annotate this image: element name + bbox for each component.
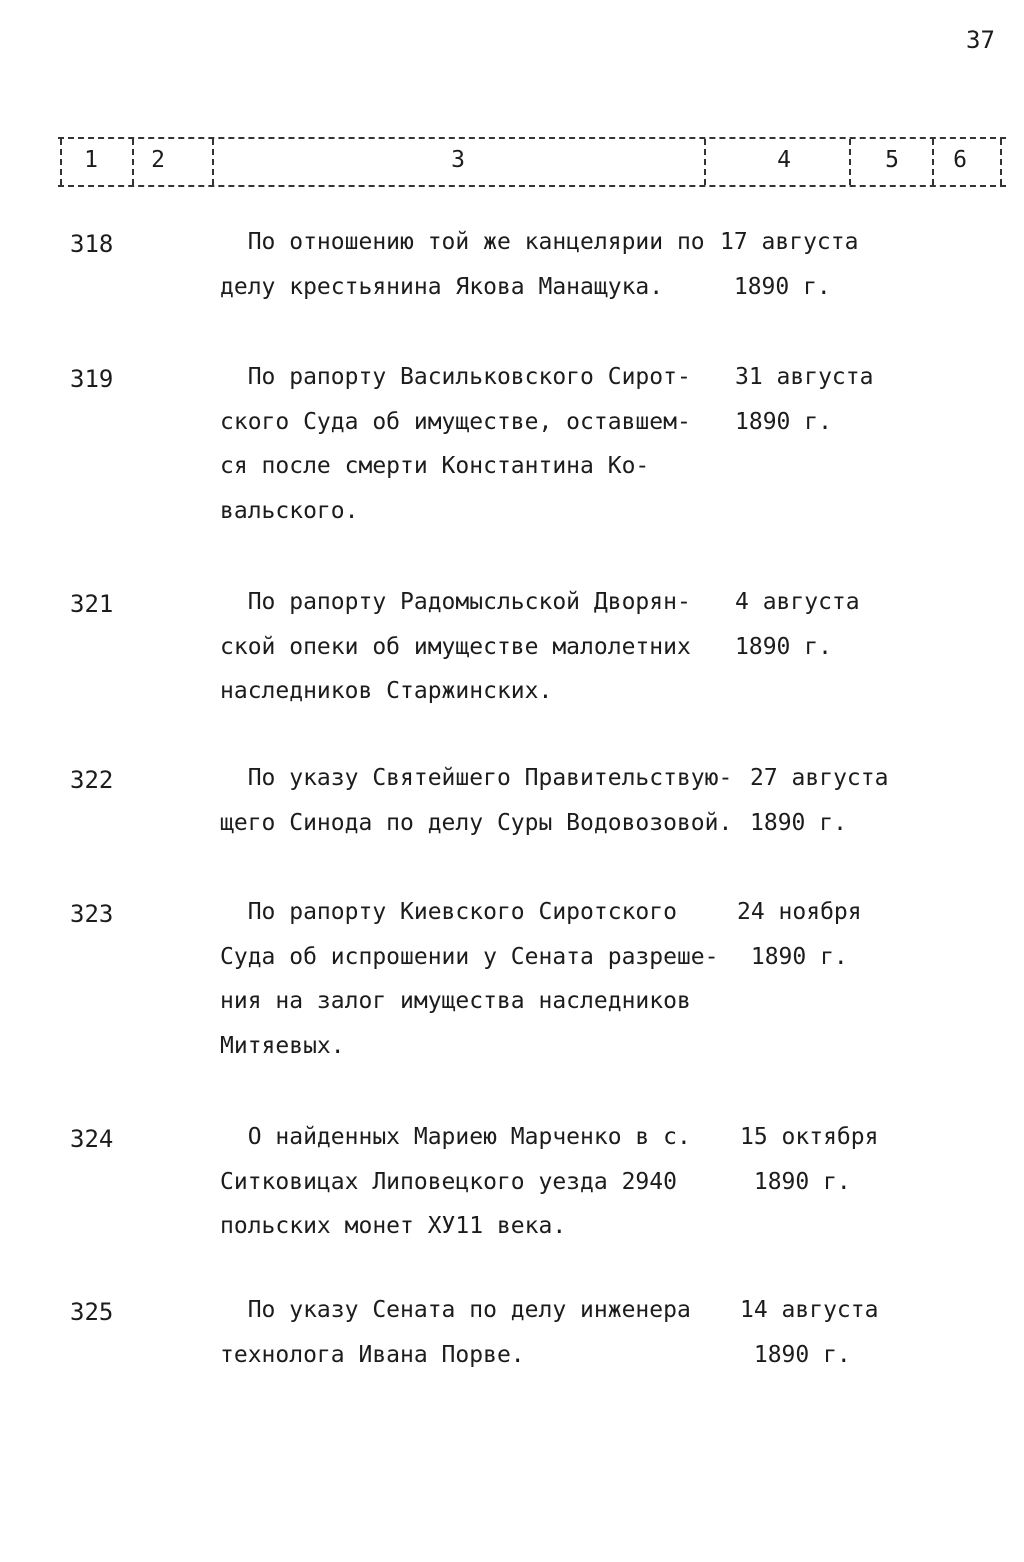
date-line: 4 августа [735,589,860,615]
column-header-4: 4 [777,147,791,173]
description-line: По рапорту Киевского Сиротского [220,899,677,925]
description-line: польских монет ХУ11 века. [220,1213,567,1239]
record-number: 324 [70,1125,114,1153]
description-line: наследников Старжинских. [220,678,553,704]
description-line: По указу Святейшего Правительствую- [220,765,733,791]
date-line: 15 октября [740,1124,879,1150]
record-description [220,1115,720,1249]
description-line: ской опеки об имуществе малолетних [220,633,691,660]
description-line: ния на залог имущества наследников [220,988,691,1014]
date-line: 1890 г. [750,809,847,836]
description-line: Ситковицах Липовецкого уезда 2940 [220,1168,677,1195]
record-date [735,580,860,669]
record-description [220,355,720,533]
description-line: технолога Ивана Порве. [220,1341,525,1368]
record-date [740,1115,878,1204]
column-separator [132,139,134,185]
record-number: 319 [70,365,114,393]
column-separator [212,139,214,185]
column-separator [849,139,851,185]
record-description [220,890,720,1068]
description-line: вальского. [220,497,359,524]
column-header-row [58,137,1006,187]
page-number: 37 [966,26,995,54]
record-date [750,756,888,845]
date-line: 1890 г. [720,273,831,300]
date-line: 27 августа [750,765,889,791]
record-number: 318 [70,230,114,258]
column-header-2: 2 [151,147,165,173]
record-number: 323 [70,900,114,928]
description-line: По рапорту Радомысльской Дворян- [220,589,691,615]
record-date [737,890,862,979]
record-description [220,220,720,309]
record-date [740,1288,878,1377]
date-line: 1890 г. [735,633,832,660]
description-line: По указу Сената по делу инженера [220,1297,691,1323]
record-date [735,355,873,444]
column-separator [704,139,706,185]
column-header-3: 3 [451,147,465,173]
record-number: 322 [70,766,114,794]
date-line: 1890 г. [740,1168,851,1195]
record-description [220,580,720,714]
description-line: О найденных Мариею Марченко в с. [220,1124,691,1150]
column-separator [932,139,934,185]
description-line: По отношению той же канцелярии по [220,229,705,255]
record-description [220,1288,720,1377]
date-line: 31 августа [735,364,874,390]
column-separator [60,139,62,185]
record-description [220,756,733,845]
date-line: 24 ноября [737,899,862,925]
column-separator [1000,139,1002,185]
record-number: 325 [70,1298,114,1326]
description-line: Митяевых. [220,1032,345,1059]
description-line: делу крестьянина Якова Манащука. [220,273,664,300]
column-header-1: 1 [84,147,98,173]
date-line: 1890 г. [735,408,832,435]
record-date [720,220,858,309]
column-header-6: 6 [953,147,967,173]
record-number: 321 [70,590,114,618]
date-line: 1890 г. [740,1341,851,1368]
date-line: 17 августа [720,229,859,255]
description-line: щего Синода по делу Суры Водовозовой. [220,809,733,836]
date-line: 1890 г. [737,943,848,970]
date-line: 14 августа [740,1297,879,1323]
column-header-5: 5 [885,147,899,173]
description-line: По рапорту Васильковского Сирот- [220,364,691,390]
description-line: ского Суда об имуществе, оставшем- [220,408,691,435]
description-line: ся после смерти Константина Ко- [220,453,650,479]
description-line: Суда об испрошении у Сената разреше- [220,943,719,970]
